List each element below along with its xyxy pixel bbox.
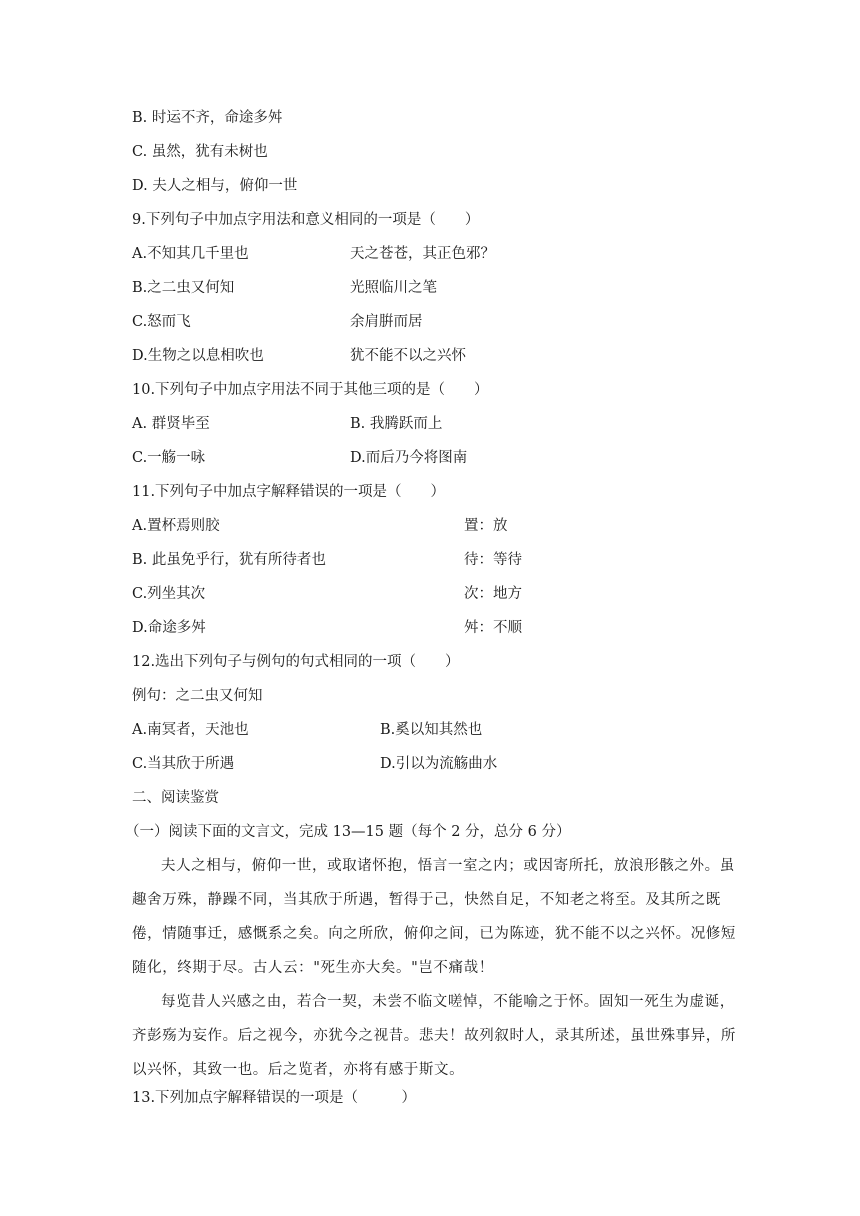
- q12-example: 例句：之二虫又何知: [132, 688, 263, 704]
- q11-option-c-left: C.列坐其次: [132, 586, 206, 602]
- option-b-line: B. 时运不齐，命途多舛: [132, 110, 283, 126]
- q11-option-d-right: 舛：不顺: [464, 620, 522, 636]
- q11-option-a-right: 置：放: [464, 518, 508, 534]
- section-heading: 二、阅读鉴赏: [132, 790, 219, 806]
- question-9: 9.下列句子中加点字用法和意义相同的一项是（ ）: [132, 212, 480, 228]
- q12-option-b: B.奚以知其然也: [380, 722, 483, 738]
- q12-option-d: D.引以为流觞曲水: [380, 756, 498, 772]
- q9-option-c-left: C.怒而飞: [132, 314, 191, 330]
- q9-option-a-left: A.不知其几千里也: [132, 246, 249, 262]
- q11-option-b-left: B. 此虽免乎行，犹有所待者也: [132, 552, 326, 568]
- question-11: 11.下列句子中加点字解释错误的一项是（ ）: [132, 484, 446, 500]
- q12-option-c: C.当其欣于所遇: [132, 756, 235, 772]
- question-13: 13.下列加点字解释错误的一项是（ ）: [132, 1090, 417, 1106]
- q11-option-d-left: D.命途多舛: [132, 620, 206, 636]
- q9-option-d-right: 犹不能不以之兴怀: [350, 348, 466, 364]
- q9-option-a-right: 天之苍苍，其正色邪？: [350, 246, 495, 262]
- q10-option-c: C.一觞一咏: [132, 450, 206, 466]
- q11-option-a-left: A.置杯焉则胶: [132, 518, 220, 534]
- q12-option-a: A.南冥者，天池也: [132, 722, 249, 738]
- q9-option-c-right: 余肩腁而居: [350, 314, 423, 330]
- subsection-heading: （一）阅读下面的文言文，完成 13—15 题（每个 2 分，总分 6 分）: [125, 824, 571, 840]
- question-10: 10.下列句子中加点字用法不同于其他三项的是（ ）: [132, 382, 489, 398]
- q11-option-b-right: 待：等待: [464, 552, 522, 568]
- option-d-line: D. 夫人之相与，俯仰一世: [132, 178, 298, 194]
- passage-paragraph-2: 每览昔人兴感之由，若合一契，未尝不临文嗟悼，不能喻之于怀。固知一死生为虚诞，齐彭殇为妄作。后之视今，亦犹今之视昔。悲夫！故列叙时人，录其所述，虽世殊事异，所以兴怀，其致一也。后之览者，亦将有感于斯文。: [132, 994, 736, 1078]
- question-12: 12.选出下列句子与例句的句式相同的一项（ ）: [132, 654, 460, 670]
- q10-option-a: A. 群贤毕至: [132, 416, 210, 432]
- option-c-line: C. 虽然，犹有未树也: [132, 144, 268, 160]
- q10-option-b: B. 我腾跃而上: [350, 416, 443, 432]
- passage-paragraph-1: 夫人之相与，俯仰一世，或取诸怀抱，悟言一室之内；或因寄所托，放浪形骸之外。虽趣舍万殊，静躁不同，当其欣于所遇，暂得于己，快然自足，不知老之将至。及其所之既倦，情随事迁，感慨系之矣。向之所欣，俯仰之间，已为陈迹，犹不能不以之兴怀。况修短随化，终期于尽。古人云："死生亦大矣。"岂不痛哉！: [132, 858, 736, 976]
- q10-option-d: D.而后乃今将图南: [350, 450, 468, 466]
- q9-option-b-right: 光照临川之笔: [350, 280, 437, 296]
- q11-option-c-right: 次：地方: [464, 586, 522, 602]
- q9-option-b-left: B.之二虫又何知: [132, 280, 235, 296]
- q9-option-d-left: D.生物之以息相吹也: [132, 348, 264, 364]
